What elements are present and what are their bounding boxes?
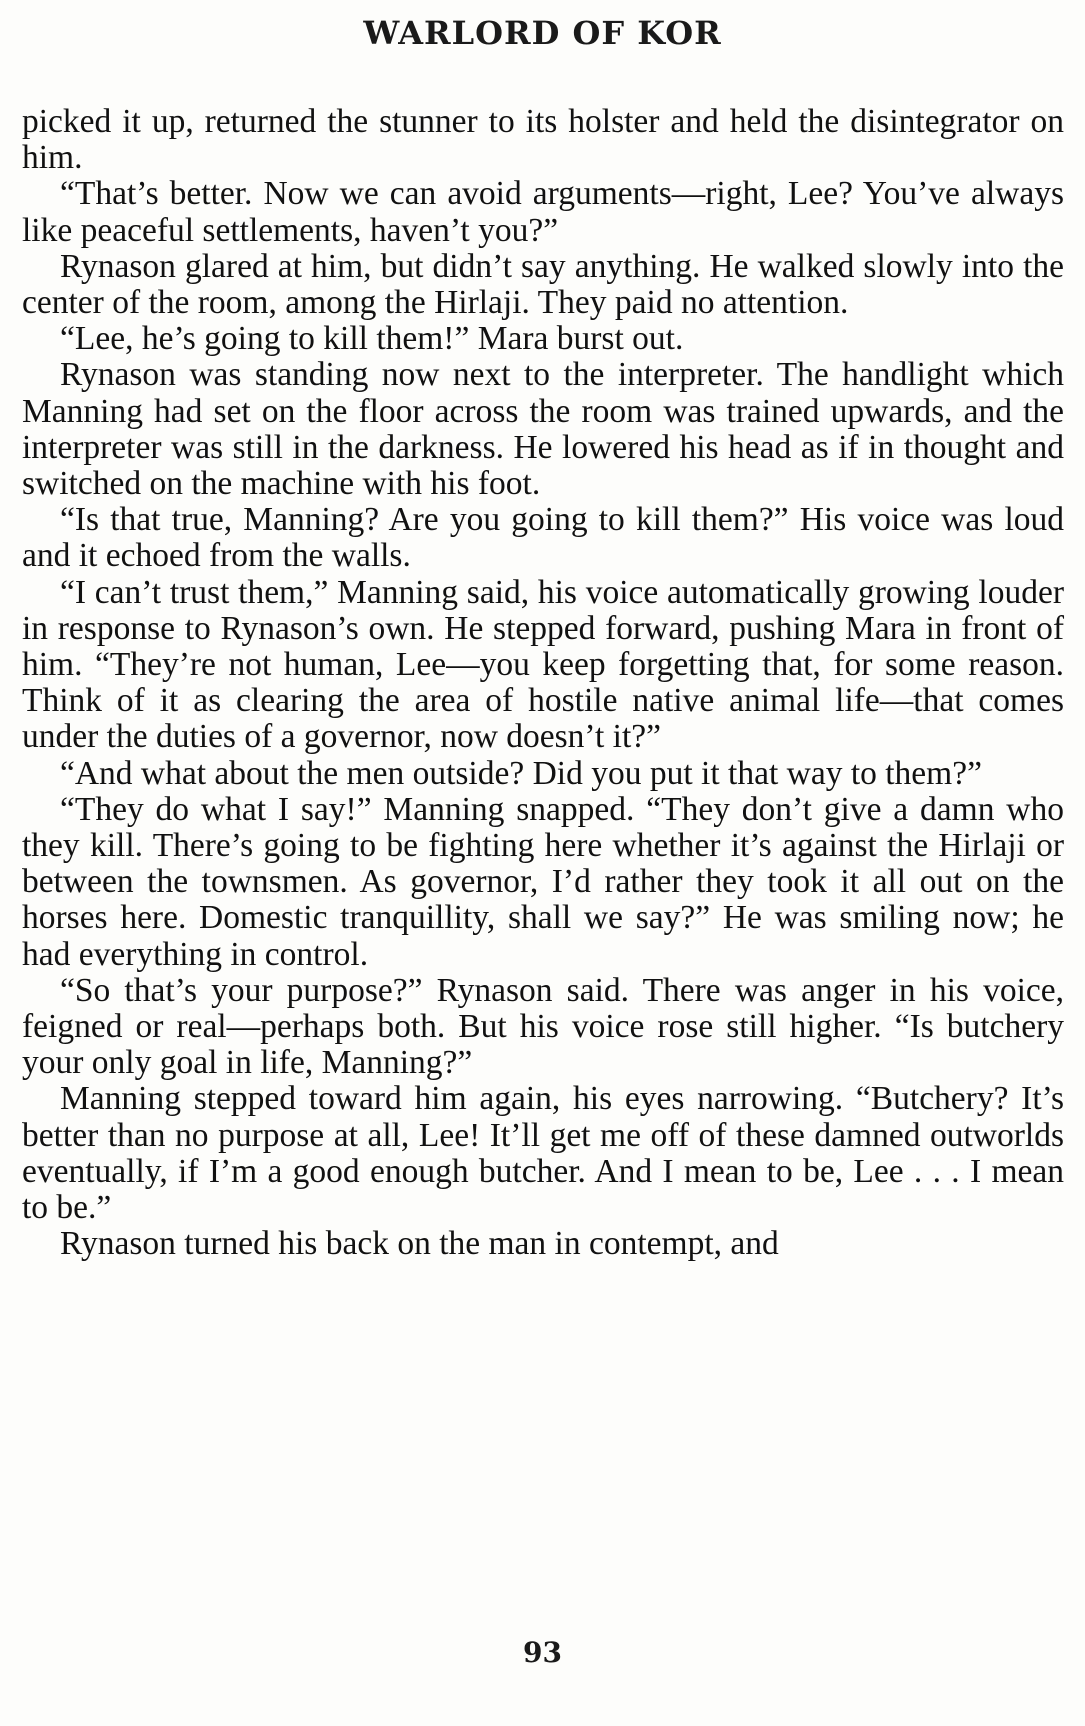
running-head: WARLORD OF KOR (363, 14, 722, 52)
paragraph-1: picked it up, returned the stunner to its holster and held the disintegrator on him. (22, 103, 1064, 177)
paragraph-4: “Lee, he’s going to kill them!” Mara burst out. (60, 320, 684, 358)
paragraph-9: “They do what I say!” Manning snapped. “They don’t give a damn who they kill. There’s going to be fighting here whether it’s against the Hirlaji or between the townsmen. As governor, I’d rather they took it all out on the horses here. Domestic tranquillity, shall we say?” He was smiling now; he had everything in control. (22, 790, 1064, 973)
paragraph-8: “And what about the men outside? Did you put it that way to them?” (60, 754, 982, 792)
paragraph-10: “So that’s your purpose?” Rynason said. There was anger in his voice, feigned or real—perhaps both. But his voice rose still higher. “Is butchery your only goal in life, Manning?” (22, 971, 1064, 1082)
paragraph-6: “Is that true, Manning? Are you going to kill them?” His voice was loud and it echoed from the walls. (22, 501, 1064, 575)
page-number: 93 (523, 1636, 562, 1669)
body-text (22, 104, 1064, 1263)
paragraph-7: “I can’t trust them,” Manning said, his voice automatically growing louder in response to Rynason’s own. He stepped forward, pushing Mara in front of him. “They’re not human, Lee—you keep forgetting that, for some reason. Think of it as clearing the area of hostile native animal life—that comes under the duties of a governor, now doesn’t it?” (22, 573, 1064, 756)
paragraph-2: “That’s better. Now we can avoid arguments—right, Lee? You’ve always like peaceful settlements, haven’t you?” (22, 175, 1064, 249)
paragraph-5: Rynason was standing now next to the interpreter. The handlight which Manning had set on the floor across the room was trained upwards, and the interpreter was still in the darkness. He lowered his head as if in thought and switched on the machine with his foot. (22, 356, 1064, 503)
paragraph-12: Rynason turned his back on the man in contempt, and (60, 1225, 779, 1263)
paragraph-11: Manning stepped toward him again, his eyes narrowing. “Butchery? It’s better than no purpose at all, Lee! It’ll get me off of these damned outworlds eventually, if I’m a good enough butcher. And I mean to be, Lee . . . I mean to be.” (22, 1080, 1064, 1227)
paragraph-3: Rynason glared at him, but didn’t say anything. He walked slowly into the center of the room, among the Hirlaji. They paid no attention. (22, 247, 1064, 322)
